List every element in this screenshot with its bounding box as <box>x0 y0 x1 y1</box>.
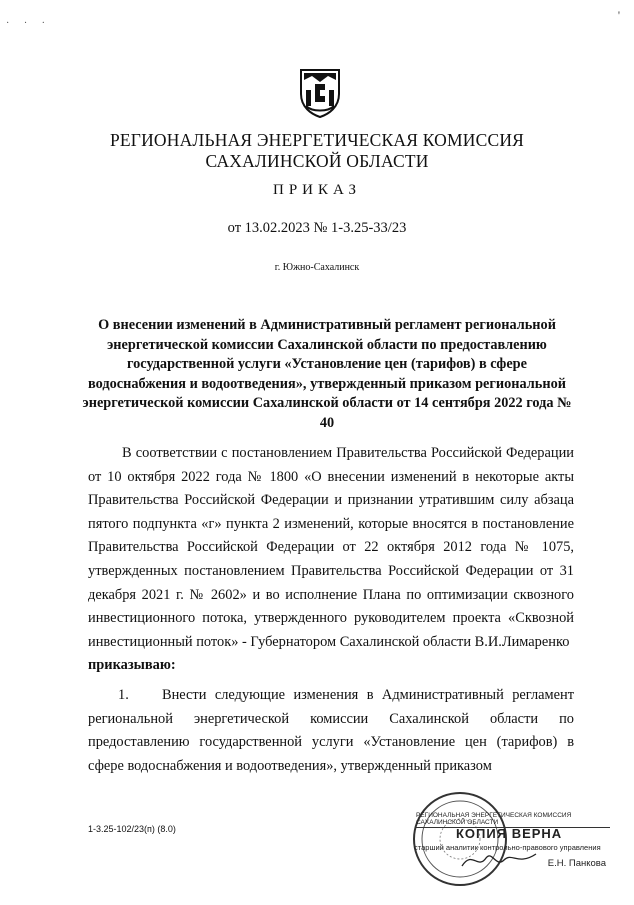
document-city: г. Южно-Сахалинск <box>274 262 360 273</box>
org-name-line2: САХАЛИНСКОЙ ОБЛАСТИ <box>205 151 429 171</box>
stamp-name: Е.Н. Панкова <box>547 858 606 869</box>
stamp-copy-label: КОПИЯ ВЕРНА <box>456 826 563 841</box>
document-title: О внесении изменений в Административный регламент региональной энергетической комиссии Сахалинской области по предоставлению государственной услуги «Установление цен (тарифов) в сфере водоснабжения и водоотведения», утвержденный приказом региональной энергетической комиссии Сахалинской области от 14 сентября 2022 года № 40 <box>82 317 572 431</box>
footer-code: 1-3.25-102/23(п) (8.0) <box>88 824 176 834</box>
coat-of-arms-icon <box>298 66 342 118</box>
item-number: 1. <box>118 686 129 703</box>
stamp-org: РЕГИОНАЛЬНАЯ ЭНЕРГЕТИЧЕСКАЯ КОМИССИЯ САХАЛИНСКОЙ ОБЛАСТИ <box>416 812 610 828</box>
certified-copy-stamp <box>406 810 610 872</box>
org-name-line1: РЕГИОНАЛЬНАЯ ЭНЕРГЕТИЧЕСКАЯ КОМИССИЯ <box>109 130 525 150</box>
document-body <box>88 442 574 778</box>
stamp-position: старший аналитик контрольно-правового управления <box>414 843 601 852</box>
list-item <box>88 684 574 778</box>
scan-specks: · · · <box>6 18 51 29</box>
signature-icon <box>460 846 540 872</box>
item-text: Внести следующие изменения в Административный регламент региональной энергетической комиссии Сахалинской области по предоставлению государственной услуги «Установление цен (тарифов) в сфере водоснабжения и водоотведения», утвержденный приказом <box>88 686 574 774</box>
document-type: ПРИКАЗ <box>273 182 361 198</box>
order-word: приказываю: <box>88 657 176 674</box>
scan-speck: ' <box>617 8 620 22</box>
document-number: от 13.02.2023 № 1-3.25-33/23 <box>227 220 407 236</box>
preamble-paragraph: В соответствии с постановлением Правительства Российской Федерации от 10 октября 2022 года № 1800 «О внесении изменений в некоторые акты Правительства Российской Федерации и признании утратившим силу абзаца пятого подпункта «г» пункта 2 изменений, которые вносятся в постановление Правительства Российской Федерации от 22 октября 2012 года № 1075, утвержденных постановлением Правительства Российской Федерации от 31 декабря 2021 г. № 2602» и во исполнение Плана по оптимизации сквозного инвестиционного потока, утвержденного руководителем проекта «Сквозной инвестиционный поток» - Губернатором Сахалинской области В.И.Лимаренко <box>88 445 574 650</box>
